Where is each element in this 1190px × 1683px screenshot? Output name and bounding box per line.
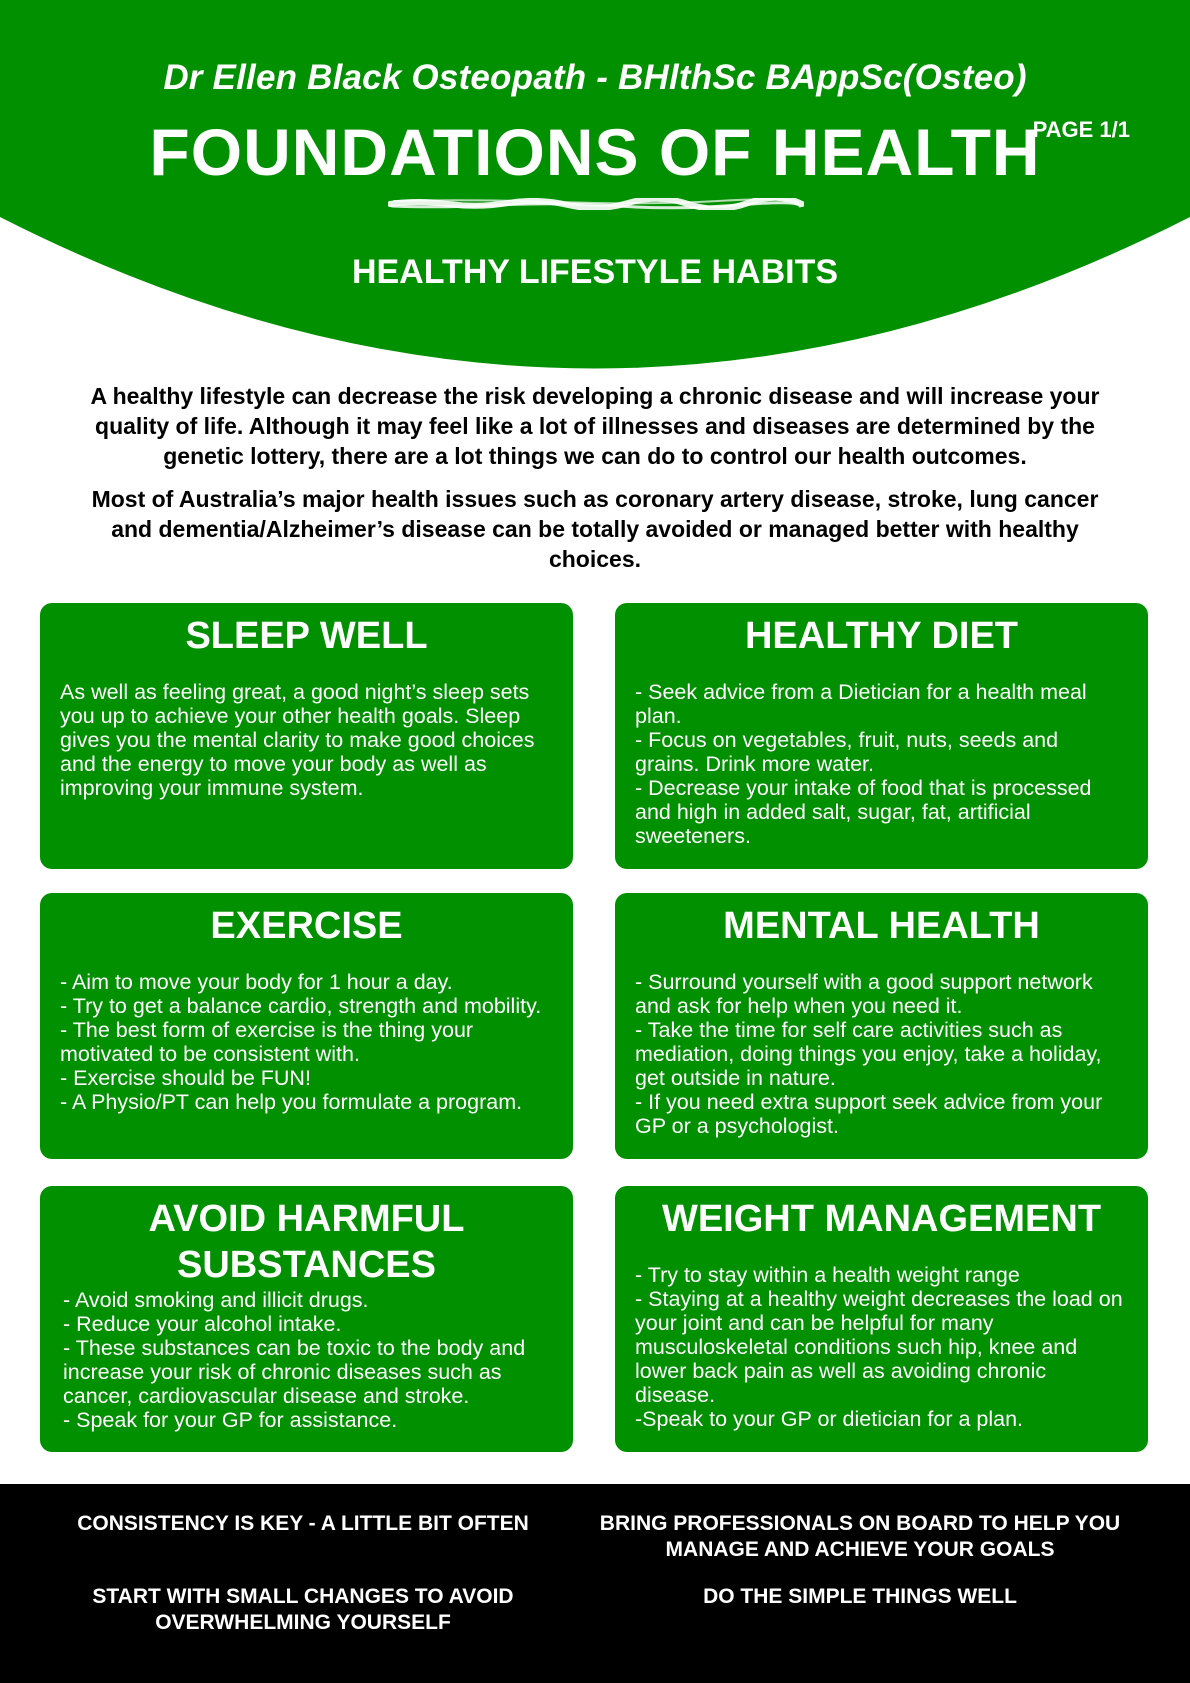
footer-tip: DO THE SIMPLE THINGS WELL — [703, 1585, 1017, 1608]
page-number: PAGE 1/1 — [1032, 117, 1130, 142]
card-exercise — [40, 893, 573, 1159]
card-title: HEALTHY DIET — [744, 615, 1019, 657]
card-weight-management — [615, 1186, 1148, 1452]
card-mental-health — [615, 893, 1148, 1159]
card-body: - Try to stay within a health weight range - Staying at a healthy weight decreases the load on your joint and can be helpful for many musculoskeletal conditions such hip, knee and lower back pain as well as avoiding chronic disease. -Speak to your GP or dietician for a plan. — [635, 1263, 1123, 1431]
page-title: FOUNDATIONS OF HEALTH — [149, 115, 1041, 189]
card-healthy-diet — [615, 603, 1148, 869]
card-body: - Surround yourself with a good support network and ask for help when you need it. - Take the time for self care activities such as mediation, doing things you enjoy, take a holiday, get outside in nature. - If you need extra support seek advice from your GP or a psychologist. — [635, 970, 1103, 1138]
card-title: AVOID HARMFUL SUBSTANCES — [148, 1198, 465, 1286]
brush-divider — [388, 198, 804, 210]
card-avoid-harmful-substances — [40, 1186, 573, 1452]
footer-tip: START WITH SMALL CHANGES TO AVOID OVERWHELMING YOURSELF — [92, 1585, 514, 1634]
intro-paragraph-1: A healthy lifestyle can decrease the risk developing a chronic disease and will increase your quality of life. Although it may feel like a lot of illnesses and diseases are determined by the genetic lottery, there are a lot things we can do to control our health outcomes. — [90, 383, 1100, 469]
author-credentials: Dr Ellen Black Osteopath - BHlthSc BAppSc(Osteo) — [163, 58, 1027, 97]
card-title: EXERCISE — [210, 905, 403, 947]
footer-tip: CONSISTENCY IS KEY - A LITTLE BIT OFTEN — [77, 1512, 529, 1535]
card-body: - Aim to move your body for 1 hour a day. - Try to get a balance cardio, strength and mobility. - The best form of exercise is the thing your motivated to be consistent with. - Exercise should be FUN! - A Physio/PT can help you formulate a program. — [60, 970, 542, 1114]
card-body: As well as feeling great, a good night’s sleep sets you up to achieve your other health goals. Sleep gives you the mental clarity to make good choices and the energy to move your body as well as improving your immune system. — [60, 680, 535, 800]
card-sleep-well — [40, 603, 573, 869]
card-title: MENTAL HEALTH — [723, 905, 1040, 947]
header — [0, 0, 1190, 380]
footer-tips-banner — [0, 1484, 1190, 1683]
intro-text — [70, 381, 1120, 587]
card-body: - Avoid smoking and illicit drugs. - Reduce your alcohol intake. - These substances can be toxic to the body and increase your risk of chronic diseases such as cancer, cardiovascular disease and stroke. - Speak for your GP for assistance. — [63, 1288, 526, 1432]
section-subtitle: HEALTHY LIFESTYLE HABITS — [351, 253, 839, 291]
footer-tip: BRING PROFESSIONALS ON BOARD TO HELP YOU MANAGE AND ACHIEVE YOUR GOALS — [599, 1512, 1121, 1561]
card-title: SLEEP WELL — [185, 615, 428, 657]
card-body: - Seek advice from a Dietician for a health meal plan. - Focus on vegetables, fruit, nuts, seeds and grains. Drink more water. - Decrease your intake of food that is processed and high in added salt, sugar, fat, artificial sweeteners. — [635, 680, 1092, 848]
card-title: WEIGHT MANAGEMENT — [661, 1198, 1102, 1240]
intro-paragraph-2: Most of Australia’s major health issues such as coronary artery disease, stroke, lung cancer and dementia/Alzheimer’s disease can be totally avoided or managed better with healthy choices. — [91, 486, 1099, 572]
